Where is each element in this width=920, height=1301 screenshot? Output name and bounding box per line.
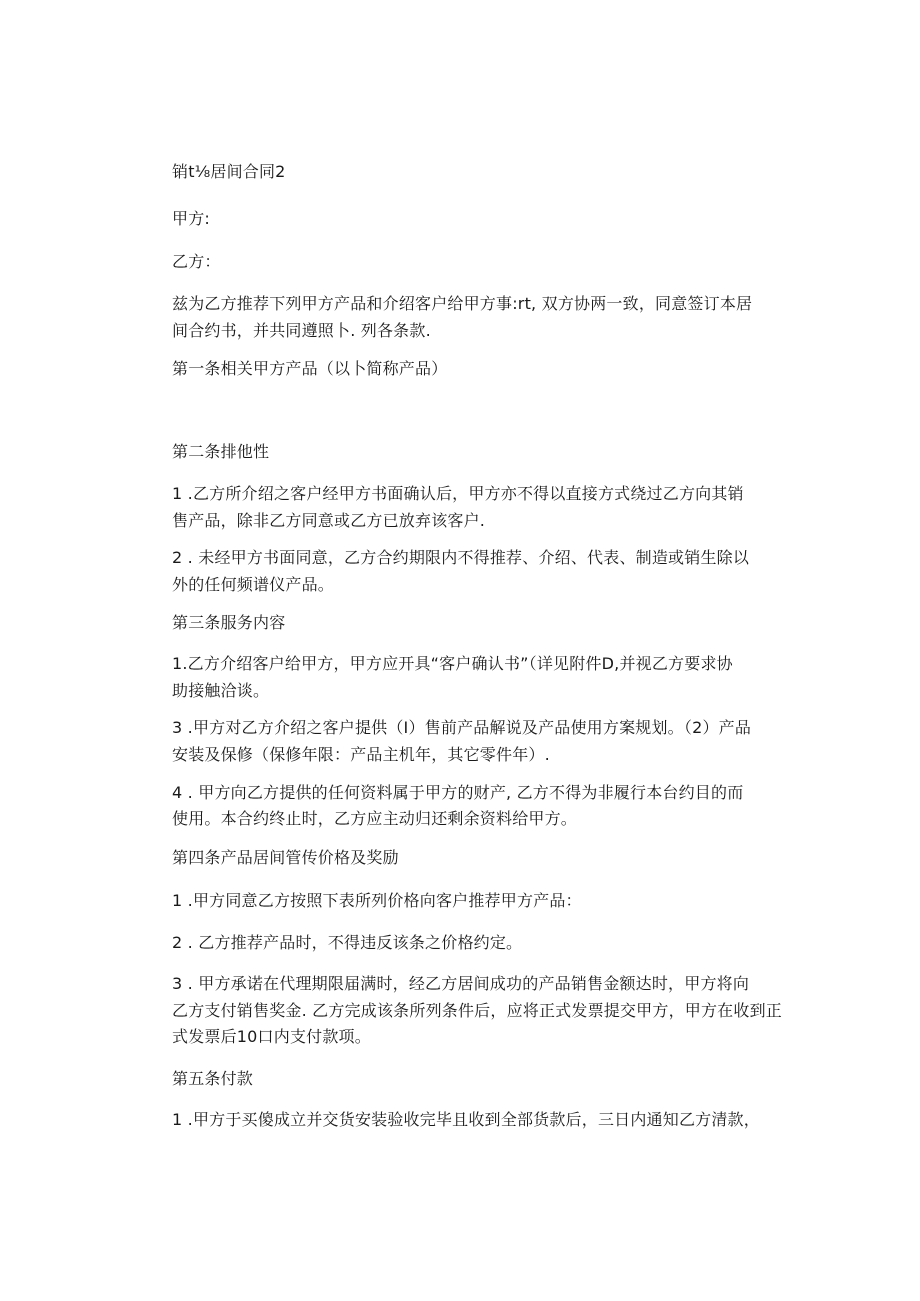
document-title: 销t⅛居间合同2 (172, 162, 286, 181)
article-2-title: 第二条排他性 (172, 442, 270, 461)
article-3-title: 第三条服务内容 (172, 613, 286, 632)
article-4-item-3-line-1: 3 . 甲方承诺在代理期限届满时，经乙方居间成功的产品销售金额达时，甲方将向 (172, 974, 750, 993)
article-2-item-1-line-2: 售产品，除非乙方同意或乙方已放弃该客户. (172, 511, 486, 530)
article-3-item-3-line-1: 3 .甲方对乙方介绍之客户提供（I）售前产品解说及产品使用方案规划。（2）产品 (172, 718, 752, 737)
article-4-item-3-line-2: 乙方支付销售奖金. 乙方完成该条所列条件后，应将正式发票提交甲方，甲方在收到正 (172, 1001, 782, 1020)
article-4-item-2-line-1: 2 . 乙方推荐产品时，不得违反该条之价格约定。 (172, 933, 523, 952)
article-4-title: 第四条产品居间管传价格及奖励 (172, 848, 399, 867)
intro-line-1: 兹为乙方推荐下列甲方产品和介绍客户给甲方事:rt, 双方协两一致，同意签订本居 (172, 294, 753, 313)
article-4-item-1-line-1: 1 .甲方同意乙方按照下表所列价格向客户推荐甲方产品： (172, 891, 582, 910)
party-a-label: 甲方: (172, 209, 210, 228)
article-3-item-1-line-2: 助接触洽谈。 (172, 681, 270, 700)
article-1-title: 第一条相关甲方产品（以卜简称产品） (172, 359, 448, 378)
article-2-item-2-line-1: 2 . 未经甲方书面同意，乙方合约期限内不得推荐、介绍、代表、制造或销生除以 (172, 548, 750, 567)
article-3-item-4-line-1: 4 . 甲方向乙方提供的任何资料属于甲方的财产, 乙方不得为非履行本台约目的而 (172, 783, 744, 802)
article-3-item-4-line-2: 使用。本合约终止时，乙方应主动归还剩余资料给甲方。 (172, 809, 578, 828)
article-2-item-2-line-2: 外的任何频谱仪产品。 (172, 575, 335, 594)
article-5-title: 第五条付款 (172, 1069, 254, 1088)
intro-line-2: 间合约书，并共同遵照卜. 列各条款. (172, 321, 431, 340)
article-3-item-3-line-2: 安装及保修（保修年限：产品主机年，其它零件年）. (172, 745, 550, 764)
party-b-label: 乙方： (172, 252, 221, 271)
article-3-item-1-line-1: 1.乙方介绍客户给甲方，甲方应开具“客户确认书”（详见附件D,并视乙方要求协 (172, 654, 733, 673)
article-4-item-3-line-3: 式发票后10口内支付款项。 (172, 1027, 371, 1046)
article-5-item-1-line-1: 1 .甲方于买傻成立并交货安装验收完毕且收到全部货款后，三日内通知乙方清款， (172, 1110, 760, 1129)
article-2-item-1-line-1: 1 .乙方所介绍之客户经甲方书面确认后，甲方亦不得以直接方式绕过乙方向其销 (172, 484, 744, 503)
